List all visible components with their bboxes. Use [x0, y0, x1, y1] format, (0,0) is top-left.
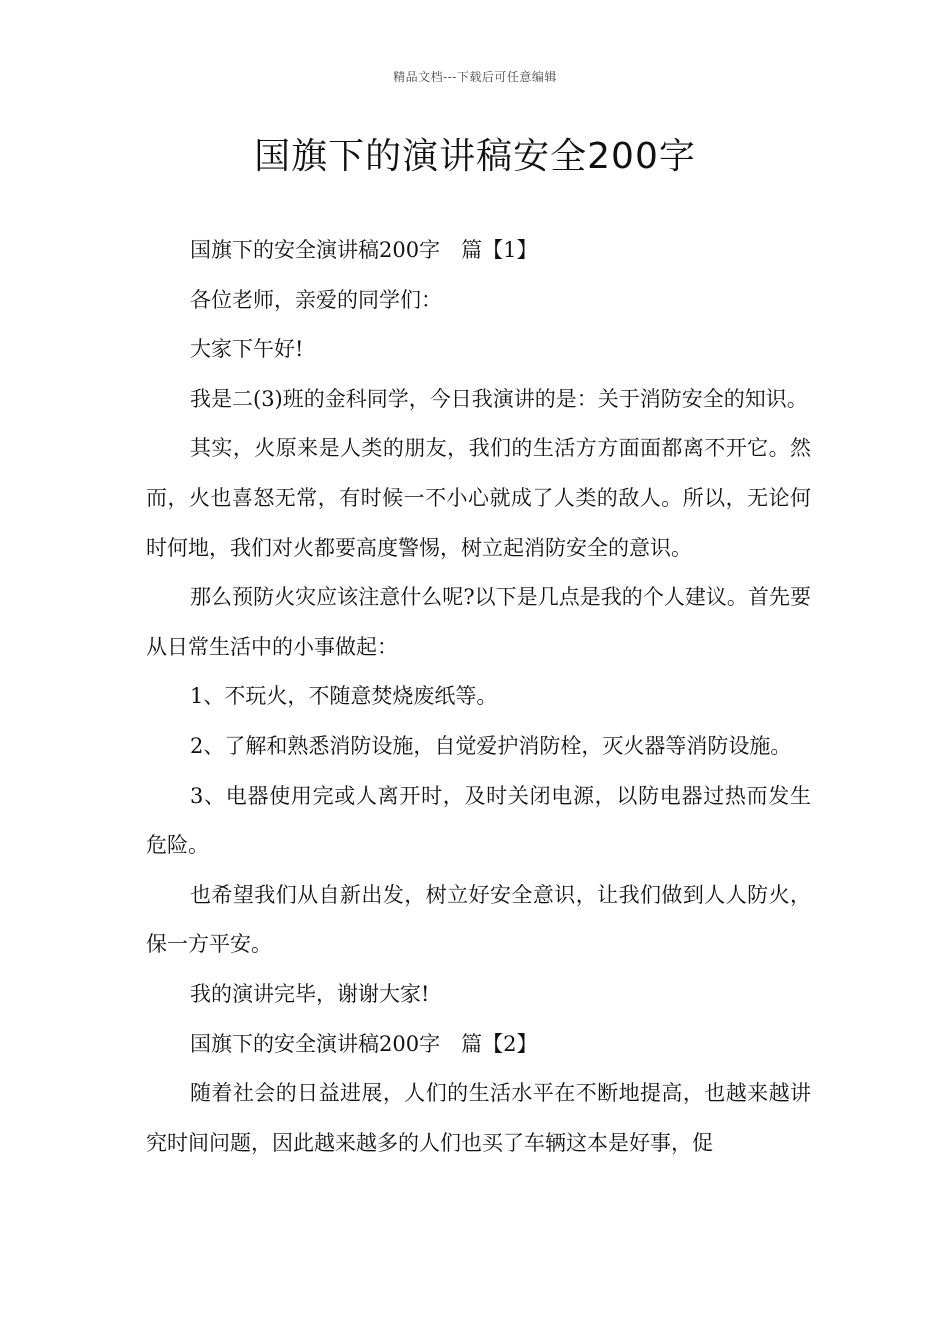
paragraph-tip-3: 3、电器使用完或人离开时，及时关闭电源，以防电器过热而发生危险。	[146, 783, 811, 858]
paragraph-section-heading-2: 国旗下的安全演讲稿200字 篇【2】	[190, 1031, 538, 1056]
paragraph-intro: 我是二(3)班的金科同学，今日我演讲的是：关于消防安全的知识。	[190, 386, 808, 411]
paragraph-closing: 我的演讲完毕，谢谢大家!	[190, 981, 430, 1006]
paragraph-tip-2: 2、了解和熟悉消防设施，自觉爱护消防栓，灭火器等消防设施。	[190, 733, 792, 758]
paragraph-section-heading-1: 国旗下的安全演讲稿200字 篇【1】	[190, 238, 538, 262]
paragraph-prevention: 那么预防火灾应该注意什么呢?以下是几点是我的个人建议。首先要从日常生活中的小事做起：	[146, 585, 811, 659]
document-body	[146, 226, 811, 1168]
paragraph-hope: 也希望我们从自新出发，树立好安全意识，让我们做到人人防火，保一方平安。	[146, 882, 811, 957]
header-note: 精品文档---下载后可任意编辑	[393, 70, 557, 84]
paragraph-greeting: 各位老师，亲爱的同学们：	[190, 287, 442, 312]
paragraph-section-2-start: 随着社会的日益进展，人们的生活水平在不断地提高，也越来越讲究时间问题，因此越来越多的人们也买了车辆这本是好事，促	[146, 1081, 811, 1155]
document-title: 国旗下的演讲稿安全200字	[254, 136, 696, 177]
paragraph-hello: 大家下午好!	[190, 337, 304, 362]
paragraph-tip-1: 1、不玩火，不随意焚烧废纸等。	[190, 684, 498, 709]
paragraph-fire-friend: 其实，火原来是人类的朋友，我们的生活方方面面都离不开它。然而，火也喜怒无常，有时候一不小心就成了人类的敌人。所以，无论何时何地，我们对火都要高度警惕，树立起消防安全的意识。	[146, 436, 811, 560]
